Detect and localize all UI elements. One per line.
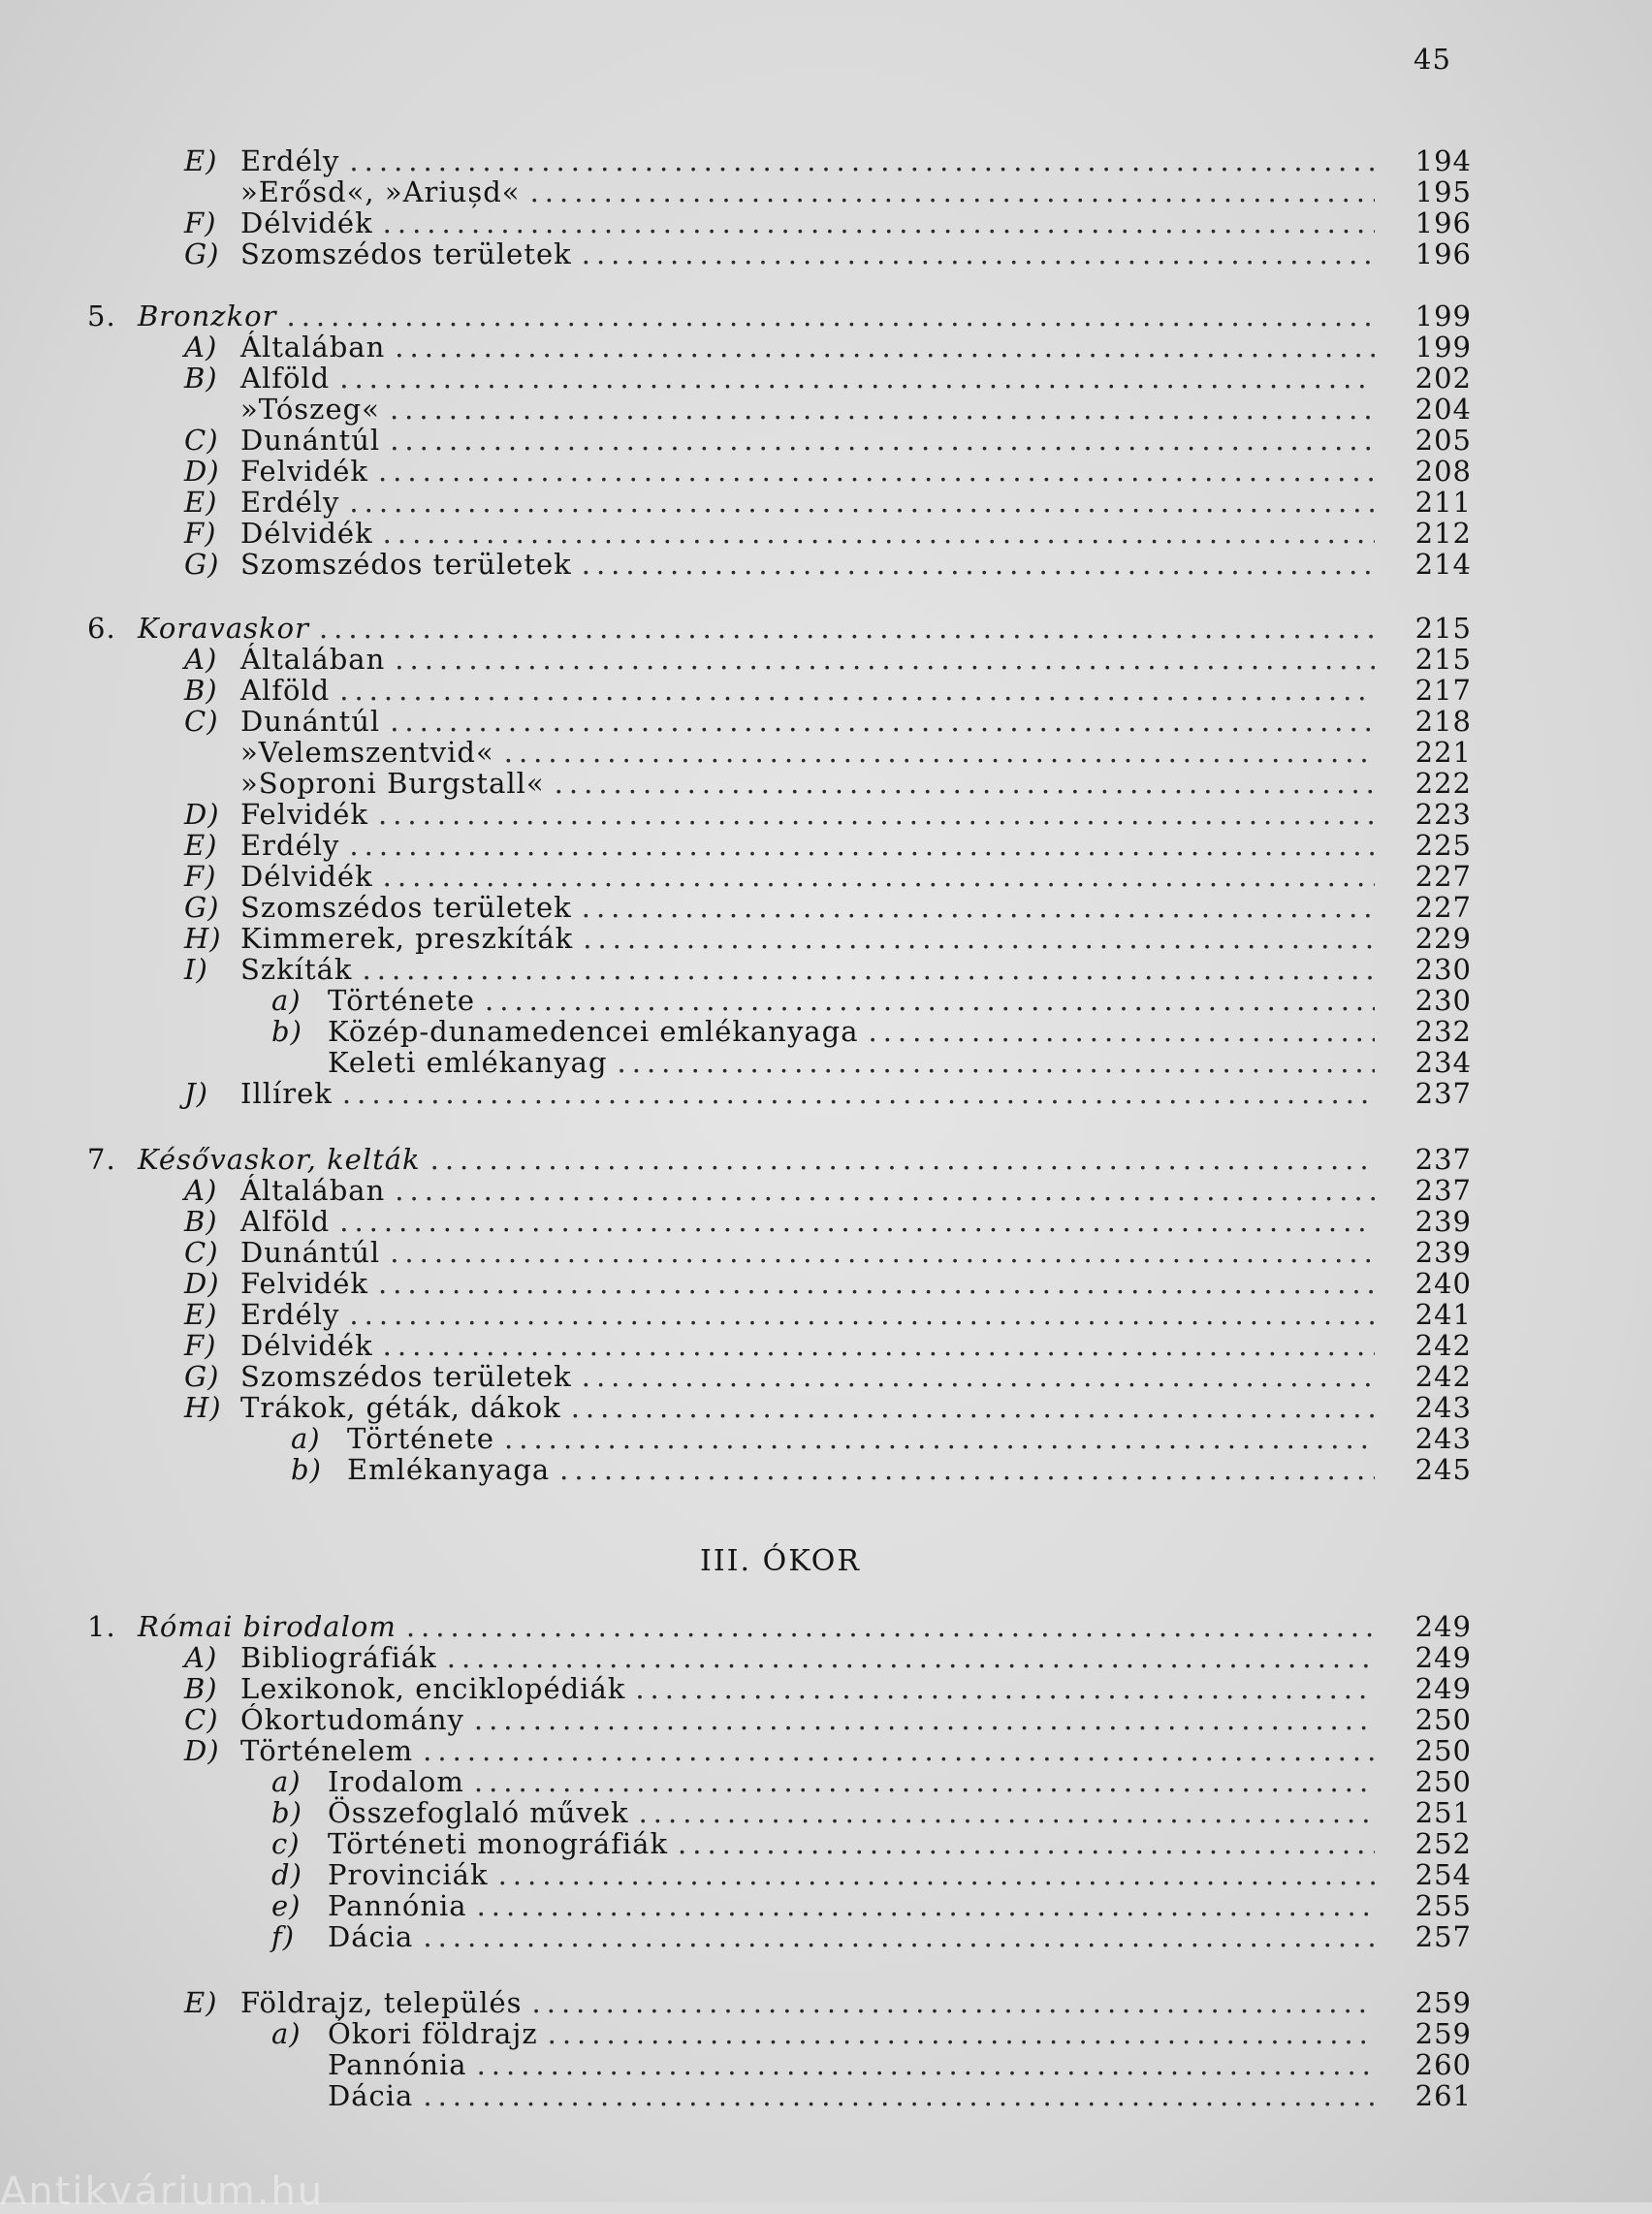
toc-entry-page: 239 — [1414, 1236, 1472, 1269]
toc-entry-title: Koravaskor — [138, 612, 309, 645]
toc-entry-label: B) — [184, 362, 218, 395]
section-heading: III. ÓKOR — [699, 1544, 861, 1578]
toc-entry — [271, 2049, 1472, 2080]
dot-leader — [339, 363, 1375, 394]
dot-leader — [532, 1987, 1375, 2018]
toc-entry-page: 232 — [1414, 1015, 1472, 1048]
toc-entry — [271, 1828, 1472, 1859]
toc-entry-page: 252 — [1414, 1827, 1472, 1860]
dot-leader — [504, 737, 1375, 768]
toc-entry-page: 255 — [1414, 1889, 1472, 1922]
toc-entry — [184, 644, 1472, 675]
dot-leader — [571, 1392, 1375, 1423]
toc-entry — [184, 1175, 1472, 1206]
toc-entry — [184, 768, 1472, 799]
toc-entry-page: 215 — [1414, 612, 1472, 645]
toc-entry-title: Általában — [240, 1174, 386, 1207]
dot-leader — [349, 1299, 1375, 1330]
toc-entry-title: Erdély — [240, 1298, 340, 1331]
toc-entry — [87, 300, 1472, 332]
dot-leader — [504, 1423, 1375, 1454]
toc-entry-title: Alföld — [240, 1205, 331, 1238]
toc-entry — [184, 1361, 1472, 1392]
toc-entry-page: 221 — [1414, 736, 1472, 769]
toc-entry — [184, 1642, 1472, 1673]
toc-entry-page: 240 — [1414, 1267, 1472, 1300]
toc-entry-page: 230 — [1414, 953, 1472, 986]
dot-leader — [383, 1330, 1375, 1361]
toc-entry-title: »Erősd«, »Ariușd« — [240, 175, 521, 208]
toc-entry-page: 227 — [1414, 891, 1472, 924]
toc-entry-title: Szomszédos területek — [240, 1360, 572, 1393]
toc-entry-title: Kimmerek, preszkíták — [240, 922, 574, 955]
toc-entry-label: E) — [184, 144, 218, 177]
dot-leader — [635, 1673, 1375, 1704]
toc-entry — [184, 737, 1472, 768]
toc-entry — [184, 1330, 1472, 1361]
dot-leader — [548, 2018, 1375, 2049]
toc-entry — [271, 1797, 1472, 1828]
toc-entry — [87, 1144, 1472, 1175]
dot-leader — [349, 145, 1375, 176]
dot-leader — [423, 1921, 1375, 1952]
toc-entry-title: Történelem — [240, 1734, 414, 1767]
page-number: 45 — [1414, 43, 1451, 76]
toc-entry-label: C) — [184, 424, 219, 457]
toc-entry-label: F) — [184, 860, 217, 893]
toc-entry-label: D) — [184, 1734, 220, 1767]
toc-entry — [184, 1078, 1472, 1109]
toc-entry-title: Irodalom — [328, 1765, 464, 1798]
toc-entry-label: E) — [184, 1986, 218, 2019]
toc-entry-page: 261 — [1414, 2079, 1472, 2112]
toc-entry-page: 259 — [1414, 1986, 1472, 2019]
toc-entry-label: C) — [184, 1703, 219, 1736]
toc-entry — [184, 1704, 1472, 1735]
toc-entry — [184, 675, 1472, 706]
toc-entry-title: »Soproni Burgstall« — [240, 767, 545, 800]
toc-entry-page: 215 — [1414, 643, 1472, 676]
toc-entry-title: Alföld — [240, 674, 331, 707]
toc-entry — [184, 861, 1472, 892]
toc-entry-page: 249 — [1414, 1672, 1472, 1705]
toc-entry-page: 237 — [1414, 1143, 1472, 1176]
toc-entry-page: 242 — [1414, 1329, 1472, 1362]
toc-entry-label: G) — [184, 1360, 220, 1393]
toc-entry-title: Délvidék — [240, 517, 373, 550]
toc-entry-page: 237 — [1414, 1077, 1472, 1110]
dot-leader — [559, 1454, 1375, 1485]
toc-entry-title: Földrajz, település — [240, 1986, 523, 2019]
toc-entry-title: Felvidék — [240, 798, 368, 831]
dot-leader — [319, 613, 1375, 644]
toc-entry-label: e) — [271, 1889, 302, 1922]
toc-entry-label: b) — [271, 1796, 302, 1829]
toc-entry-title: »Tószeg« — [240, 393, 380, 426]
dot-leader — [555, 768, 1375, 799]
dot-leader — [678, 1828, 1375, 1859]
dot-leader — [618, 1047, 1375, 1078]
toc-entry-label: a) — [271, 1765, 302, 1798]
toc-entry-page: 243 — [1414, 1391, 1472, 1424]
dot-leader — [286, 300, 1375, 332]
toc-entry-page: 222 — [1414, 767, 1472, 800]
toc-entry — [184, 1268, 1472, 1299]
toc-entry-title: Emlékanyaga — [347, 1453, 551, 1486]
toc-entry-page: 214 — [1414, 548, 1472, 581]
dot-leader — [349, 487, 1375, 518]
toc-entry-title: Trákok, géták, dákok — [240, 1391, 561, 1424]
dot-leader — [447, 1642, 1375, 1673]
toc-entry-number: 1. — [87, 1610, 116, 1643]
dot-leader — [477, 2049, 1375, 2080]
toc-entry-page: 208 — [1414, 455, 1472, 488]
toc-entry-label: f) — [271, 1920, 296, 1953]
dot-leader — [406, 1611, 1375, 1642]
dot-leader — [383, 518, 1375, 549]
toc-entry-page: 249 — [1414, 1641, 1472, 1674]
toc-entry-title: Keleti emlékanyag — [328, 1046, 608, 1079]
dot-leader — [378, 456, 1375, 487]
dot-leader — [378, 1268, 1375, 1299]
dot-leader — [423, 2080, 1375, 2111]
dot-leader — [474, 1704, 1375, 1735]
toc-entry — [271, 1016, 1472, 1047]
toc-entry-title: Erdély — [240, 486, 340, 519]
toc-entry-title: Bibliográfiák — [240, 1641, 437, 1674]
dot-leader — [339, 1206, 1375, 1237]
toc-entry-label: F) — [184, 517, 217, 550]
toc-entry — [184, 456, 1472, 487]
dot-leader — [498, 1859, 1375, 1890]
toc-entry-title: Bronzkor — [138, 300, 277, 332]
toc-entry-page: 199 — [1414, 300, 1472, 332]
toc-entry-label: D) — [184, 798, 220, 831]
toc-entry-title: Dunántúl — [240, 424, 381, 457]
toc-entry-page: 241 — [1414, 1298, 1472, 1331]
toc-entry-page: 212 — [1414, 517, 1472, 550]
dot-leader — [430, 1144, 1375, 1175]
toc-entry-page: 218 — [1414, 705, 1472, 738]
dot-leader — [390, 425, 1375, 456]
toc-entry — [184, 954, 1472, 985]
dot-leader — [530, 176, 1375, 207]
toc-entry — [184, 145, 1472, 176]
toc-entry-page: 250 — [1414, 1703, 1472, 1736]
toc-entry — [184, 394, 1472, 425]
toc-entry — [184, 363, 1472, 394]
dot-leader — [383, 207, 1375, 238]
toc-entry — [184, 1673, 1472, 1704]
toc-entry-label: C) — [184, 1236, 219, 1269]
toc-entry-page: 194 — [1414, 144, 1472, 177]
toc-entry-page: 230 — [1414, 984, 1472, 1017]
toc-entry — [184, 830, 1472, 861]
toc-entry-page: 227 — [1414, 860, 1472, 893]
dot-leader — [378, 799, 1375, 830]
toc-entry-page: 259 — [1414, 2017, 1472, 2050]
toc-entry — [271, 1766, 1472, 1797]
toc-entry-title: Szomszédos területek — [240, 891, 572, 924]
toc-entry-label: E) — [184, 1298, 218, 1331]
toc-entry-title: »Velemszentvid« — [240, 736, 494, 769]
toc-entry-title: Összefoglaló művek — [328, 1796, 629, 1829]
toc-entry — [184, 1392, 1472, 1423]
dot-leader — [390, 394, 1375, 425]
toc-entry-title: Történeti monográfiák — [328, 1827, 669, 1860]
toc-entry — [184, 706, 1472, 737]
toc-entry-title: Dunántúl — [240, 705, 381, 738]
dot-leader — [582, 238, 1375, 269]
toc-entry-page: 195 — [1414, 175, 1472, 208]
toc-entry-title: Szomszédos területek — [240, 548, 572, 581]
dot-leader — [423, 1735, 1375, 1766]
toc-entry-number: 5. — [87, 300, 116, 332]
toc-entry-page: 254 — [1414, 1858, 1472, 1891]
toc-entry-title: Alföld — [240, 362, 331, 395]
dot-leader — [383, 861, 1375, 892]
dot-leader — [582, 892, 1375, 923]
dot-leader — [395, 332, 1375, 363]
toc-entry-title: Dácia — [328, 1920, 414, 1953]
toc-entry — [184, 1237, 1472, 1268]
toc-entry-page: 229 — [1414, 922, 1472, 955]
toc-entry — [271, 985, 1472, 1016]
toc-entry-label: D) — [184, 455, 220, 488]
dot-leader — [363, 954, 1375, 985]
toc-entry-title: Ókori földrajz — [328, 2017, 538, 2050]
toc-entry-page: 211 — [1414, 486, 1472, 519]
toc-entry-title: Erdély — [240, 144, 340, 177]
toc-entry-label: b) — [291, 1453, 322, 1486]
toc-entry — [184, 332, 1472, 363]
toc-entry — [271, 1859, 1472, 1890]
toc-entry — [184, 1735, 1472, 1766]
dot-leader — [390, 1237, 1375, 1268]
toc-entry-label: A) — [184, 331, 218, 364]
toc-entry-title: Általában — [240, 331, 386, 364]
toc-entry — [271, 2080, 1472, 2111]
toc-entry-label: A) — [184, 1641, 218, 1674]
toc-entry-label: d) — [271, 1858, 302, 1891]
toc-entry-label: F) — [184, 1329, 217, 1362]
toc-entry — [271, 1047, 1472, 1078]
toc-entry-page: 204 — [1414, 393, 1472, 426]
toc-entry-title: Délvidék — [240, 206, 373, 239]
toc-entry-title: Római birodalom — [138, 1610, 397, 1643]
toc-entry-page: 199 — [1414, 331, 1472, 364]
toc-entry-page: 260 — [1414, 2048, 1472, 2081]
toc-entry — [291, 1423, 1472, 1454]
toc-entry-label: A) — [184, 643, 218, 676]
toc-entry — [184, 518, 1472, 549]
toc-entry — [271, 2018, 1472, 2049]
toc-entry-title: Lexikonok, enciklopédiák — [240, 1672, 626, 1705]
toc-entry-title: Provinciák — [328, 1858, 489, 1891]
toc-entry-page: 250 — [1414, 1765, 1472, 1798]
toc-entry-label: a) — [271, 2017, 302, 2050]
dot-leader — [639, 1797, 1375, 1828]
toc-entry — [87, 613, 1472, 644]
toc-entry-page: 239 — [1414, 1205, 1472, 1238]
toc-entry-title: Szkíták — [240, 953, 353, 986]
dot-leader — [868, 1016, 1375, 1047]
toc-entry-title: Története — [347, 1422, 495, 1455]
toc-entry-title: Általában — [240, 643, 386, 676]
toc-entry-title: Késővaskor, kelták — [138, 1143, 421, 1176]
toc-entry-title: Délvidék — [240, 860, 373, 893]
toc-entry — [184, 892, 1472, 923]
dot-leader — [395, 644, 1375, 675]
toc-entry-page: 250 — [1414, 1734, 1472, 1767]
toc-entry-label: B) — [184, 674, 218, 707]
toc-entry-page: 234 — [1414, 1046, 1472, 1079]
toc-entry-title: Pannónia — [328, 2048, 467, 2081]
watermark: Antikvárium.hu — [0, 2169, 325, 2214]
toc-entry — [184, 238, 1472, 269]
dot-leader — [485, 985, 1375, 1016]
toc-entry-label: G) — [184, 237, 220, 270]
toc-entry-label: G) — [184, 548, 220, 581]
toc-entry-title: Dunántúl — [240, 1236, 381, 1269]
toc-entry-label: b) — [271, 1015, 302, 1048]
toc-entry-title: Erdély — [240, 829, 340, 862]
toc-entry-label: C) — [184, 705, 219, 738]
toc-entry-page: 196 — [1414, 237, 1472, 270]
toc-entry-title: Délvidék — [240, 1329, 373, 1362]
toc-entry-title: Felvidék — [240, 455, 368, 488]
toc-entry-number: 6. — [87, 612, 116, 645]
toc-entry-label: D) — [184, 1267, 220, 1300]
toc-entry — [184, 549, 1472, 580]
toc-entry-title: Története — [328, 984, 476, 1017]
toc-entry-page: 202 — [1414, 362, 1472, 395]
toc-entry-page: 196 — [1414, 206, 1472, 239]
toc-entry-label: E) — [184, 486, 218, 519]
toc-entry — [271, 1921, 1472, 1952]
dot-leader — [339, 675, 1375, 706]
toc-entry-label: G) — [184, 891, 220, 924]
toc-entry — [271, 1890, 1472, 1921]
toc-entry-title: Felvidék — [240, 1267, 368, 1300]
toc-entry-label: B) — [184, 1672, 218, 1705]
dot-leader — [583, 923, 1375, 954]
toc-entry-label: I) — [184, 953, 208, 986]
toc-entry — [87, 1611, 1472, 1642]
dot-leader — [582, 1361, 1375, 1392]
toc-entry-page: 217 — [1414, 674, 1472, 707]
toc-entry — [184, 799, 1472, 830]
toc-entry-label: E) — [184, 829, 218, 862]
toc-entry-page: 245 — [1414, 1453, 1472, 1486]
dot-leader — [395, 1175, 1375, 1206]
dot-leader — [342, 1078, 1375, 1109]
toc-entry — [184, 1987, 1472, 2018]
toc-entry-page: 223 — [1414, 798, 1472, 831]
toc-entry — [184, 207, 1472, 238]
dot-leader — [390, 706, 1375, 737]
dot-leader — [582, 549, 1375, 580]
toc-entry — [184, 1206, 1472, 1237]
toc-entry-label: B) — [184, 1205, 218, 1238]
dot-leader — [477, 1890, 1375, 1921]
toc-entry-page: 243 — [1414, 1422, 1472, 1455]
toc-entry — [184, 425, 1472, 456]
dot-leader — [349, 830, 1375, 861]
toc-entry-page: 251 — [1414, 1796, 1472, 1829]
toc-entry-label: H) — [184, 1391, 222, 1424]
toc-entry — [184, 487, 1472, 518]
toc-entry — [291, 1454, 1472, 1485]
toc-entry-title: Ókortudomány — [240, 1703, 464, 1736]
toc-entry-title: Pannónia — [328, 1889, 467, 1922]
toc-entry-page: 249 — [1414, 1610, 1472, 1643]
toc-entry-number: 7. — [87, 1143, 116, 1176]
toc-entry-label: a) — [271, 984, 302, 1017]
toc-entry-page: 242 — [1414, 1360, 1472, 1393]
toc-entry-label: c) — [271, 1827, 301, 1860]
toc-entry-label: H) — [184, 922, 222, 955]
toc-entry-title: Dácia — [328, 2079, 414, 2112]
toc-entry-title: Közép-dunamedencei emlékanyaga — [328, 1015, 859, 1048]
toc-entry — [184, 176, 1472, 207]
toc-entry-label: a) — [291, 1422, 321, 1455]
toc-entry-page: 205 — [1414, 424, 1472, 457]
dot-leader — [474, 1766, 1375, 1797]
toc-entry — [184, 923, 1472, 954]
toc-entry-page: 237 — [1414, 1174, 1472, 1207]
toc-entry-title: Illírek — [240, 1077, 333, 1110]
toc-entry-title: Szomszédos területek — [240, 237, 572, 270]
toc-entry — [184, 1299, 1472, 1330]
toc-entry-label: A) — [184, 1174, 218, 1207]
toc-entry-page: 225 — [1414, 829, 1472, 862]
toc-entry-page: 257 — [1414, 1920, 1472, 1953]
toc-entry-label: J) — [184, 1077, 208, 1110]
toc-entry-label: F) — [184, 206, 217, 239]
